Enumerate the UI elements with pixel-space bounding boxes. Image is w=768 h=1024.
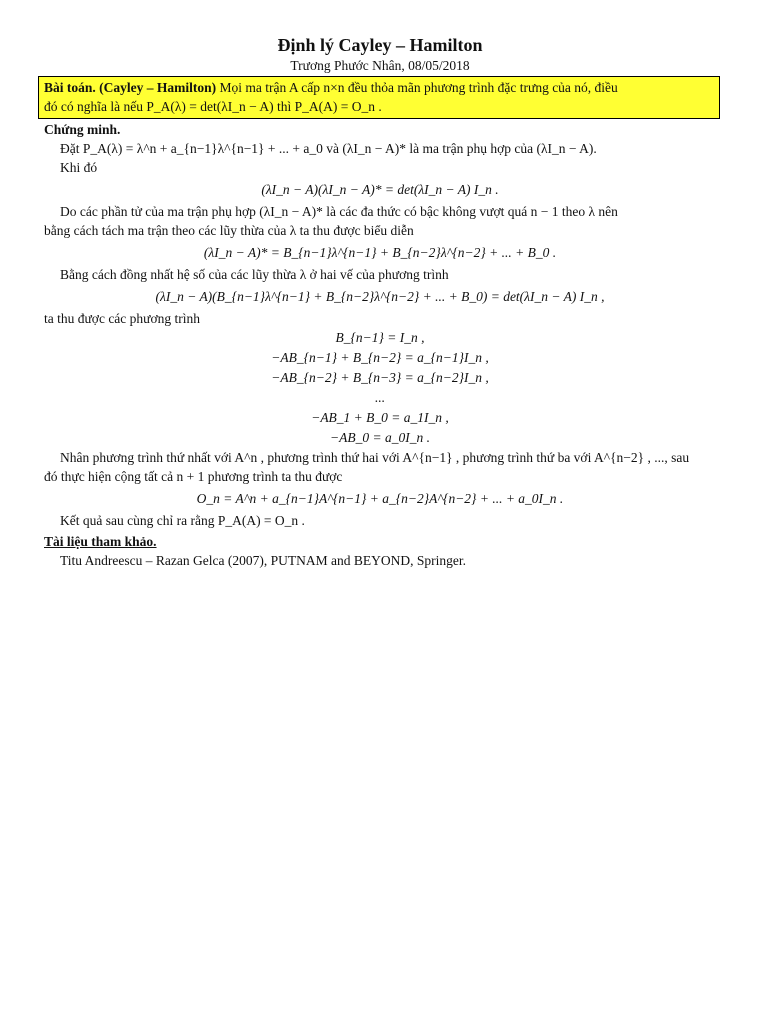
paragraph-obtain-system: ta thu được các phương trình <box>44 311 200 326</box>
equation-adjugate-expansion: (λI_n − A)* = B_{n−1}λ^{n−1} + B_{n−2}λ^{n−2} + ... + B_0 . <box>203 245 557 260</box>
equation-product-expansion: (λI_n − A)(B_{n−1}λ^{n−1} + B_{n−2}λ^{n−2} + ... + B_0) = det(λI_n − A) I_n , <box>155 289 605 304</box>
equation-system <box>44 328 716 448</box>
equation-sum-result: O_n = A^n + a_{n−1}A^{n−1} + a_{n−2}A^{n−2} + ... + a_0I_n . <box>196 491 564 506</box>
system-equation: −AB_0 = a_0I_n . <box>330 430 430 445</box>
problem-line-1 <box>44 78 713 97</box>
equation-adjugate-product: (λI_n − A)(λI_n − A)* = det(λI_n − A) I_n . <box>261 182 499 197</box>
problem-lead: Bài toán. (Cayley – Hamilton) <box>44 80 217 95</box>
problem-statement-box <box>38 76 720 119</box>
problem-text-1: Mọi ma trận A cấp n×n đều thỏa mãn phương trình đặc trưng của nó, điều <box>219 80 618 95</box>
paragraph-multiply-1: Nhân phương trình thứ nhất với A^n , phương trình thứ hai với A^{n−1} , phương trình thứ ba với A^{n−2} , ..., sau <box>60 450 690 465</box>
system-equation: −AB_{n−2} + B_{n−3} = a_{n−2}I_n , <box>271 370 489 385</box>
proof-heading: Chứng minh. <box>44 122 121 137</box>
document-page <box>44 34 716 570</box>
paragraph-coefficient-matching: Bằng cách đồng nhất hệ số của các lũy thừa λ ở hai vế của phương trình <box>60 267 449 282</box>
paragraph-then: Khi đó <box>60 160 98 175</box>
paragraph-definition: Đặt P_A(λ) = λ^n + a_{n−1}λ^{n−1} + ... + a_0 và (λI_n − A)* là ma trận phụ hợp của (λI_n − A). <box>60 141 597 156</box>
paragraph-multiply-2: đó thực hiện cộng tất cả n + 1 phương trình ta thu được <box>44 469 343 484</box>
paragraph-polynomial-entries-1: Do các phần tử của ma trận phụ hợp (λI_n − A)* là các đa thức có bậc không vượt quá n − 1 theo λ nên <box>60 204 618 219</box>
document-title: Định lý Cayley – Hamilton <box>277 35 483 55</box>
system-equation: −AB_1 + B_0 = a_1I_n , <box>311 410 449 425</box>
system-equation: B_{n−1} = I_n , <box>335 330 425 345</box>
reference-item: Titu Andreescu – Razan Gelca (2007), PUTNAM and BEYOND, Springer. <box>60 553 466 568</box>
author-date: Trương Phước Nhân, 08/05/2018 <box>290 58 470 73</box>
paragraph-polynomial-entries-2: bằng cách tách ma trận theo các lũy thừa của λ ta thu được biểu diễn <box>44 223 414 238</box>
paragraph-conclusion: Kết quả sau cùng chỉ ra rằng P_A(A) = O_n . <box>60 513 305 528</box>
references-heading: Tài liệu tham khảo. <box>44 534 157 549</box>
system-equation: −AB_{n−1} + B_{n−2} = a_{n−1}I_n , <box>271 350 489 365</box>
system-equation: ... <box>374 390 386 405</box>
problem-line-2: đó có nghĩa là nếu P_A(λ) = det(λI_n − A) thì P_A(A) = O_n . <box>44 99 382 114</box>
